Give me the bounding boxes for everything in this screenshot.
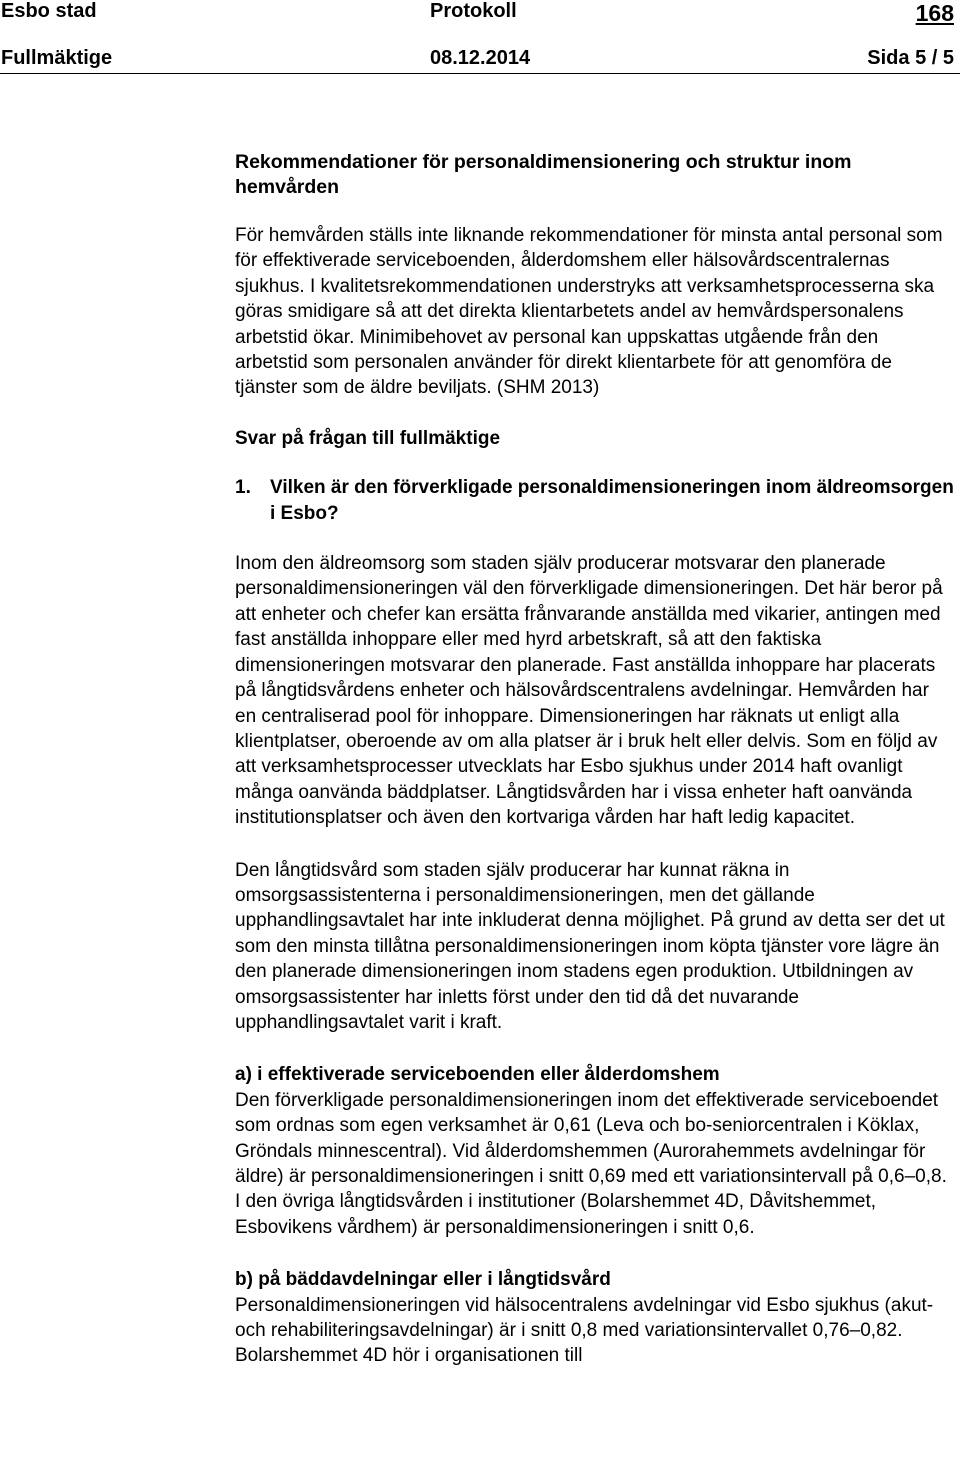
paragraph-service-housing: Den förverkligade personaldimensioneringen inom det effektiverade serviceboendet som ordnas som egen verksamhet är 0,61 (Leva och bo-seniorcentralen i Köklax, Gröndals minnescentral). Vid ålderdomshemmen (Aurorahemmets avdelningar för äldre) är personaldimensioneringen i snitt 0,69 med ett variationsintervall på 0,6–0,8. I den övriga långtidsvården i institutioner (Bolarshemmet 4D, Dåvitshemmet, Esbovikens vårdhem) är personaldimensioneringen i snitt 0,6. xyxy=(235,1089,947,1238)
header-row-bottom xyxy=(0,47,954,73)
answer-heading: Svar på frågan till fullmäktige xyxy=(235,427,501,449)
paragraph-longterm-care: Den långtidsvård som staden själv producerar har kunnat räkna in omsorgsassistenterna i personaldimensioneringen, men det gällande upphandlingsavtalet har inte inkluderat denna möjlighet. På grund av detta ser det ut som den minsta tillåtna personaldimensioneringen inom köpta tjänster vore lägre än den planerade dimensioneringen inom stadens egen produktion. Utbildningen av omsorgsassistenter har inletts först under den tid då det nuvarande upphandlingsavtalet varit i kraft. xyxy=(235,859,945,1033)
meeting-date: 08.12.2014 xyxy=(430,47,531,69)
question-number: 1. xyxy=(235,477,251,499)
org-name: Esbo stad xyxy=(1,0,97,22)
question-text: Vilken är den förverkligade personaldimensioneringen inom äldreomsorgen i Esbo? xyxy=(270,477,954,524)
paragraph-answer-intro: Inom den äldreomsorg som staden själv producerar motsvarar den planerade personaldimensioneringen väl den förverkligade dimensioneringen. Det här beror på att enheter och chefer kan ersätta frånvarande anställda med vikarier, antingen med fast anställda inhoppare eller med hyrd arbetskraft, så att den faktiska dimensioneringen motsvarar den planerade. Fast anställda inhoppare har placerats på långtidsvårdens enheter och hälsovårdscentralens avdelningar. Hemvården har en centraliserad pool för inhoppare. Dimensioneringen har räknats ut enligt alla klientplatser, oberoende av om alla platser är i bruk helt eller delvis. Som en följd av att verksamhetsprocesser utvecklats har Esbo sjukhus under 2014 haft ovanligt många oanvända bäddplatser. Långtidsvården har i vissa enheter haft oanvända institutionsplatser och även den kortvariga vården har haft ledig kapacitet. xyxy=(235,553,943,829)
page-of-label: Sida 5 / 5 xyxy=(867,47,954,69)
meeting-body: Fullmäktige xyxy=(1,47,113,69)
paragraph-ward-care: Personaldimensioneringen vid hälsocentralens avdelningar vid Esbo sjukhus (akut- och rehabiliteringsavdelningar) är i snitt 0,8 med variationsintervallet 0,76–0,82. Bolarshemmet 4D hör i organisationen till xyxy=(235,1294,934,1367)
document-body xyxy=(235,150,955,1369)
header-row-top xyxy=(0,0,954,26)
subheading-b: b) på bäddavdelningar eller i långtidsvård xyxy=(235,1269,611,1291)
subheading-a: a) i effektiverade serviceboenden eller ålderdomshem xyxy=(235,1064,720,1086)
paragraph-recommendations: För hemvården ställs inte liknande rekommendationer för minsta antal personal som för effektiverade serviceboenden, ålderdomshem eller hälsovårdscentralernas sjukhus. I kvalitetsrekommendationen understryks att verksamhetsprocesserna ska göras smidigare så att det direkta klientarbetets andel av hemvårdspersonalens arbetstid ökar. Minimibehovet av personal kan uppskattas utgående från den arbetstid som personalen använder för direkt klientarbete för att genomföra de tjänster som de äldre beviljats. (SHM 2013) xyxy=(235,225,943,399)
document-type: Protokoll xyxy=(430,0,517,22)
page-header xyxy=(0,0,960,80)
section-title: Rekommendationer för personaldimensionering och struktur inom hemvården xyxy=(235,151,852,198)
page-number: 168 xyxy=(915,0,954,26)
header-divider xyxy=(0,73,960,74)
question-1 xyxy=(235,475,955,526)
